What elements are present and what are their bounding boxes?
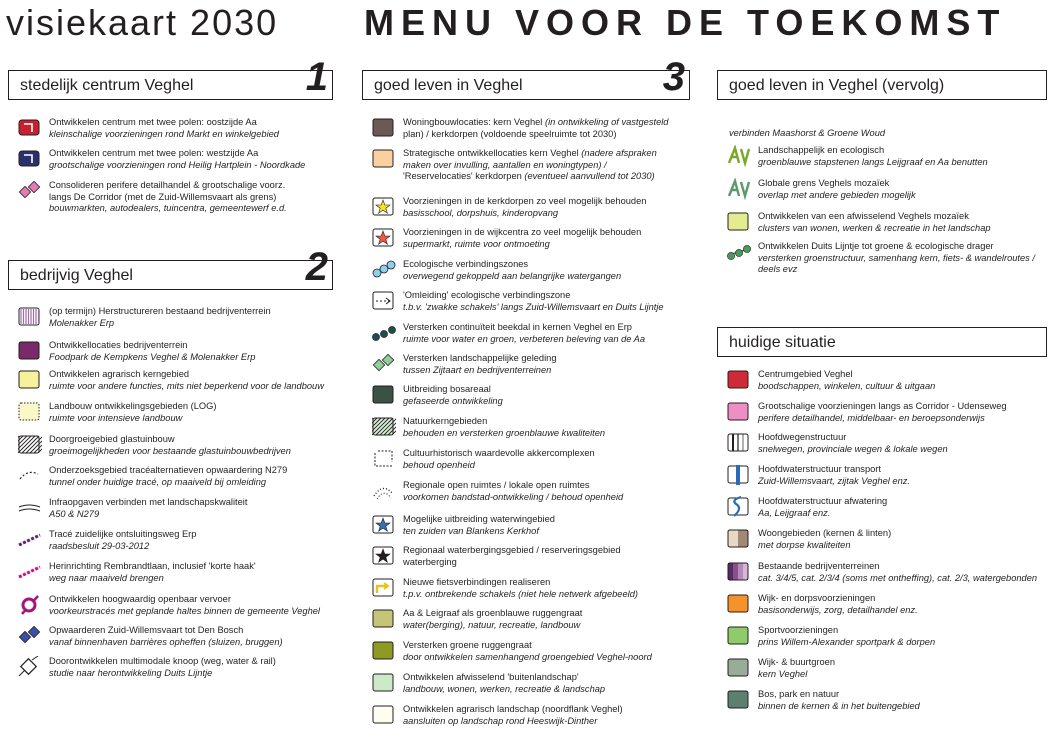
outline-letters-icon: [727, 178, 749, 196]
legend-item-text: Nieuwe fietsverbindingen realiseren t.p.v. ontbrekende schakels (niet hele netwerk afgebeeld): [403, 577, 638, 599]
legend-item-text: 'Omleiding' ecologische verbindingszone t.b.v. 'zwakke schakels' langs Zuid-Willemsvaart en Duits Lijntje: [403, 290, 664, 312]
yellow-star-icon: [372, 196, 394, 214]
transit-stop-icon: [18, 594, 40, 612]
section-title-s1: [8, 55, 333, 100]
legend-item-text: Grootschalige voorzieningen langs as Corridor - Udenseweg perifere detailhandel, middelbaar- en beroepsonderwijs: [758, 401, 1007, 423]
striped-purple-icon: [18, 306, 40, 324]
section-title-text: bedrijvig Veghel: [20, 267, 133, 284]
legend-item-text: Tracé zuidelijke ontsluitingsweg Erp raadsbesluit 29-03-2012: [49, 529, 197, 551]
legend-item-text: Ontwikkelen van een afwisselend Veghels mozaïek clusters van wonen, werken & recreatie in het landschap: [758, 211, 991, 233]
hub-icon: [18, 656, 40, 674]
red-square-icon: [727, 369, 749, 387]
legend-item-text: Wijk- & buurtgroen kern Veghel: [758, 657, 835, 679]
brown-square-icon: [372, 117, 394, 135]
dotted-area-icon: [372, 480, 394, 498]
teal-dots-icon: [372, 322, 394, 340]
red-arrow-icon: [18, 117, 40, 135]
legend-item-text: Cultuurhistorisch waardevolle akkercomplexen behoud openheid: [403, 448, 595, 470]
legend-item-text: Woningbouwlocaties: kern Veghel (in ontwikkeling of vastgesteld plan) / kerkdorpen (voldoende speelruimte tot 2030): [403, 117, 669, 139]
legend-item-text: Strategische ontwikkellocaties kern Veghel (nadere afspraken maken over invulling, aantallen en woningtypen) / 'Reservelocaties' kerkdorpen (eventueel aanvullend tot 2030): [403, 148, 657, 181]
blue-star-icon: [372, 514, 394, 532]
legend-item-text: Regionaal waterbergingsgebied / reserveringsgebied waterberging: [403, 545, 621, 567]
legend-item-text: Doorgroeigebied glastuinbouw groeimogelijkheden voor bestaande glastuinbouwbedrijven: [49, 434, 291, 456]
black-star-icon: [372, 545, 394, 563]
bike-route-icon: [372, 577, 394, 595]
pink-square-icon: [727, 401, 749, 419]
legend-item-text: Mogelijke uitbreiding waterwingebied ten zuiden van Blankens Kerkhof: [403, 514, 555, 536]
sage-square-icon: [727, 657, 749, 675]
olive-dark-square-icon: [372, 640, 394, 658]
section-title-s5: [717, 327, 1047, 357]
hatched-icon: [18, 434, 40, 452]
drain-water-icon: [727, 496, 749, 514]
legend-item-text: Ontwikkellocaties bedrijventerrein Foodpark de Kempkens Veghel & Molenakker Erp: [49, 340, 256, 362]
navy-arrow-icon: [18, 148, 40, 166]
green-hatched-icon: [372, 416, 394, 434]
section-title-text: huidige situatie: [729, 334, 836, 351]
lime-square-icon: [727, 211, 749, 229]
section-title-s4: [717, 70, 1047, 100]
legend-item-text: Herinrichting Rembrandtlaan, inclusief 'korte haak' weg naar maaiveld brengen: [49, 561, 256, 583]
legend-item-text: Versterken continuïteit beekdal in kernen Veghel en Erp ruimte voor water en groen, verbeteren beleving van de Aa: [403, 322, 646, 344]
legend-item-text: Ontwikkelen Duits Lijntje tot groene & ecologische drager versterken groenstructuur, samenhang kern, fiets- & wandelroutes / deels evz: [758, 241, 1035, 274]
orange-star-icon: [372, 227, 394, 245]
legend-item-text: Landbouw ontwikkelingsgebieden (LOG) ruimte voor intensieve landbouw: [49, 401, 217, 423]
legend-item-text: Voorzieningen in de wijkcentra zo veel mogelijk behouden supermarkt, ruimte voor ontmoeting: [403, 227, 642, 249]
dark-green-square-icon: [372, 384, 394, 402]
section-number: 1: [305, 55, 328, 99]
purple-square-icon: [18, 340, 40, 358]
section-number: 2: [305, 245, 328, 289]
section-title-text: goed leven in Veghel (vervolg): [729, 77, 945, 94]
mint-square-icon: [372, 672, 394, 690]
green-letters-icon: [727, 145, 749, 163]
legend-item-text: Versterken landschappelijke geleding tussen Zijtaart en bedrijventerreinen: [403, 353, 557, 375]
legend-item-text: Doorontwikkelen multimodale knoop (weg, water & rail) studie naar herontwikkeling Duits Lijntje: [49, 656, 276, 678]
legend-item-text: Ontwikkelen agrarisch kerngebied ruimte voor andere functies, mits niet beperkend voor de landbouw: [49, 369, 324, 391]
dotted-yellow-icon: [18, 401, 40, 419]
legend-item-text: Natuurkerngebieden behouden en versterken groenblauwe kwaliteiten: [403, 416, 606, 438]
legend-item-text: Aa & Leigraaf als groenblauwe ruggengraat water(berging), natuur, recreatie, landbouw: [403, 608, 583, 630]
legend-item-text: Ontwikkelen centrum met twee polen: oostzijde Aa kleinschalige voorzieningen rond Markt en winkelgebied: [49, 117, 279, 139]
legend-item-text: Bos, park en natuur binnen de kernen & in het buitengebied: [758, 689, 920, 711]
section-title-s3: [362, 55, 690, 100]
legend-item-text: Ontwikkelen centrum met twee polen: westzijde Aa grootschalige voorzieningen rond Heilig Hartplein - Noordkade: [49, 148, 306, 170]
housing-icon: [727, 528, 749, 546]
pink-diamonds-icon: [18, 180, 40, 198]
legend-item-text: Uitbreiding bosareaal gefaseerde ontwikkeling: [403, 384, 503, 406]
legend-item-text: Sportvoorzieningen prins Willem-Alexander sportpark & dorpen: [758, 625, 936, 647]
legend-item-text: Consolideren perifere detailhandel & grootschalige voorz. langs De Corridor (met de Zuid-Willemsvaart als grens) bouwmarkten, autodealers, tuincentra, gemeentewerf e.d.: [49, 180, 287, 213]
transport-water-icon: [727, 464, 749, 482]
forest-square-icon: [727, 689, 749, 707]
olive-square-icon: [372, 608, 394, 626]
legend-item-text: Wijk- en dorpsvoorzieningen basisonderwijs, zorg, detailhandel enz.: [758, 593, 918, 615]
peach-square-icon: [372, 148, 394, 166]
page-header: [0, 0, 1056, 48]
orange-square-icon: [727, 593, 749, 611]
legend-item-text: Opwaarderen Zuid-Willemsvaart tot Den Bosch vanaf binnenhaven barrières opheffen (sluizen, bruggen): [49, 625, 283, 647]
legend-item-text: Onderzoeksgebied tracéalternatieven opwaardering N279 tunnel onder huidige tracé, op maaiveld bij omleiding: [49, 465, 288, 487]
section-title-s2: [8, 245, 333, 290]
road-structure-icon: [727, 432, 749, 450]
section-title-text: stedelijk centrum Veghel: [20, 77, 194, 94]
cream-square-icon: [372, 704, 394, 722]
light-green-square-icon: [727, 625, 749, 643]
legend-item-text: Ontwikkelen afwisselend 'buitenlandschap' landbouw, wonen, werken, recreatie & landschap: [403, 672, 606, 694]
legend-item-text: Hoofdwegenstructuur snelwegen, provinciale wegen & lokale wegen: [758, 432, 948, 454]
legend-item-text: Woongebieden (kernen & linten) met dorpse kwaliteiten: [758, 528, 892, 550]
legend-item-text: Versterken groene ruggengraat door ontwikkelen samenhangend groengebied Veghel-noord: [403, 640, 652, 662]
legend-item-text: (op termijn) Herstructureren bestaand bedrijventerrein Molenakker Erp: [49, 306, 271, 328]
legend-item-text: Regionale open ruimtes / lokale open ruimtes voorkomen bandstad-ontwikkeling / behoud openheid: [403, 480, 624, 502]
green-dots-line-icon: [727, 241, 749, 259]
road-icon: [18, 497, 40, 515]
legend-item-text: Hoofdwaterstructuur afwatering Aa, Leijgraaf enz.: [758, 496, 888, 518]
header-title-light: visiekaart 2030: [6, 2, 279, 43]
blue-diamonds-icon: [18, 625, 40, 643]
legend-item-text: Ontwikkelen hoogwaardig openbaar vervoer voorkeurstracés met geplande haltes binnen de gemeente Veghel: [49, 594, 320, 616]
purple-dashed-line-icon: [18, 529, 40, 547]
dashed-route-icon: [18, 465, 40, 483]
section-intro: verbinden Maashorst & Groene Woud: [729, 128, 886, 138]
blue-circles-icon: [372, 259, 394, 277]
legend-item-text: Landschappelijk en ecologisch groenblauwe stapstenen langs Leijgraaf en Aa benutten: [758, 145, 988, 167]
legend-item-text: Hoofdwaterstructuur transport Zuid-Willemsvaart, zijtak Veghel enz.: [758, 464, 910, 486]
green-diamonds-icon: [372, 353, 394, 371]
section-number: 3: [662, 55, 685, 99]
pink-dashed-line-icon: [18, 561, 40, 579]
yellow-square-icon: [18, 369, 40, 387]
legend-item-text: Ontwikkelen agrarisch landschap (noordflank Veghel) aansluiten op landschap rond Heeswijk-Dinther: [403, 704, 623, 726]
dashed-arrow-icon: [372, 290, 394, 308]
legend-item-text: Voorzieningen in de kerkdorpen zo veel mogelijk behouden basisschool, dorpshuis, kinderopvang: [403, 196, 647, 218]
legend-item-text: Bestaande bedrijventerreinen cat. 3/4/5, cat. 2/3/4 (soms met ontheffing), cat. 2/3, watergebonden: [758, 561, 1038, 583]
section-title-text: goed leven in Veghel: [374, 77, 523, 94]
legend-item-text: Infraopgaven verbinden met landschapskwaliteit A50 & N279: [49, 497, 248, 519]
legend-item-text: Centrumgebied Veghel boodschappen, winkelen, cultuur & uitgaan: [758, 369, 936, 391]
legend-item-text: Ecologische verbindingszones overwegend gekoppeld aan belangrijke watergangen: [403, 259, 622, 281]
industry-icon: [727, 561, 749, 579]
header-title-bold: MENU VOOR DE TOEKOMST: [364, 2, 1007, 43]
corner-lines-icon: [372, 448, 394, 466]
legend-item-text: Globale grens Veghels mozaïek overlap met andere gebieden mogelijk: [758, 178, 916, 200]
